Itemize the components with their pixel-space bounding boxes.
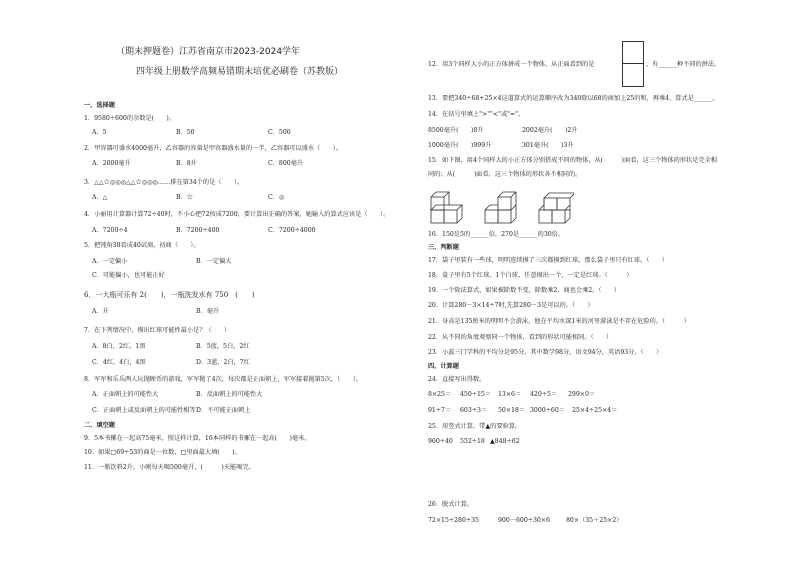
question-10: 10．如果□69÷53的商是一位数，□里面最大填( )。 xyxy=(84,449,241,456)
front-view-figure xyxy=(622,41,644,87)
q26-item-3: 80×（35＋25×2） xyxy=(566,517,623,524)
q6-option-b: B．毫升 xyxy=(196,308,220,315)
question-17: 17．袋子里装有一些球，明明连续摸了三次都摸到红球，那么袋子里只有红球。（ ） xyxy=(428,257,668,264)
q6-option-a: A．升 xyxy=(92,308,109,315)
q4-option-c: C．7200÷4000 xyxy=(268,227,316,234)
q26-item-2: 900－600÷30×6 xyxy=(498,517,550,524)
q3-option-b: B．☆ xyxy=(176,194,193,201)
q1-option-b: B．50 xyxy=(176,129,195,136)
question-12-tail: ，有______种不同的拼法。 xyxy=(646,61,721,68)
q26-item-1: 72×15÷280÷35 xyxy=(428,517,479,524)
q2-option-b: B．8升 xyxy=(176,160,197,167)
q24-r2-4: 3000÷60＝ xyxy=(530,407,565,414)
q24-r1-3: 13×6＝ xyxy=(498,391,522,398)
q3-option-c: C．◎ xyxy=(268,194,285,201)
question-16: 16．150是5的______倍，270是______的30倍。 xyxy=(428,231,565,238)
q2-option-a: A．2000毫升 xyxy=(92,160,131,167)
section-choice: 一、选择题 xyxy=(84,102,115,109)
q4-option-b: B．7200÷400 xyxy=(176,227,220,234)
q7-option-c: C．4红，4白，4黑 xyxy=(92,359,146,366)
q4-option-a: A．7200÷4 xyxy=(92,227,128,234)
cube-figure-1 xyxy=(430,186,464,226)
question-2: 2．甲容器可盛水4000毫升，乙容器的容量是甲容器盛水量的一半，乙容器可以盛水（ ）。 xyxy=(84,145,342,152)
question-22: 22．从不同的角度观察同一个物体，看到的形状可能相同。（ ） xyxy=(428,334,613,341)
q14-item-3: 1000毫升( )999升 xyxy=(428,142,492,149)
q24-r1-1: 8×25＝ xyxy=(428,391,452,398)
question-24: 24．直接写出得数。 xyxy=(428,376,486,383)
q8-option-c: C．正面朝上或反面朝上的可能性相等 xyxy=(92,407,196,414)
question-7: 7．在下列情况中，摸出红球可能性最小是？（ ） xyxy=(84,327,231,334)
question-1: 1．9580÷600的余数是( )。 xyxy=(84,115,176,122)
q25-item-1: 960÷40 xyxy=(428,438,453,445)
q3-option-a: A．△ xyxy=(92,194,108,201)
q8-option-a: A．正面朝上的可能性大 xyxy=(92,391,159,398)
question-15-cont: 同的；从( )面看，这三个物体的形状各不相同的。 xyxy=(428,171,582,178)
q25-item-3: ▲848÷62 xyxy=(490,438,520,445)
q5-option-c: C．可能偏小，也可能正好 xyxy=(92,272,165,279)
question-23: 23．小蕊三门学科的平均分是95分，其中数学98分，语文94分，英语93分。（ ） xyxy=(428,349,663,356)
question-21: 21．身高是135厘米的明明不会游泳，他在平均水深1米的河里游泳是不存在危险的。（ ） xyxy=(428,318,690,325)
q24-r1-5: 299×0＝ xyxy=(568,391,596,398)
question-6: 6．一大瓶可乐有 2( )，一瓶洗发水有 750 ( ) xyxy=(84,291,255,299)
cube-figure-2 xyxy=(484,186,524,226)
q14-item-2: 2002毫升( )2升 xyxy=(522,127,578,134)
question-8: 8．军军和乐乐两人玩抛硬币的游戏，军军抛了4次，每次都是正面朝上，军军接着抛第5次，（ ）。 xyxy=(84,376,362,383)
q8-option-b: B．反面朝上的可能性大 xyxy=(196,391,263,398)
q24-r1-4: 420÷5＝ xyxy=(530,391,558,398)
q24-r2-2: 603÷3＝ xyxy=(460,407,488,414)
question-26: 26．脱式计算。 xyxy=(428,501,473,508)
q7-option-d: D．3蓝，2白，7红 xyxy=(196,359,250,366)
q1-option-c: C．500 xyxy=(268,129,291,136)
section-fill: 二、填空题 xyxy=(84,422,115,429)
q7-option-b: B．5蓝，5白，2红 xyxy=(196,343,250,350)
q14-item-4: 301毫升( )3升 xyxy=(522,142,574,149)
cube-figure-3 xyxy=(538,190,574,226)
section-judge: 三、判断题 xyxy=(428,244,459,251)
q25-item-2: 552÷18 xyxy=(460,438,485,445)
q2-option-c: C．800毫升 xyxy=(268,160,304,167)
q7-option-a: A．8白，2红，1黑 xyxy=(92,343,146,350)
q8-option-d: D．不可能正面朝上 xyxy=(196,407,251,414)
question-5: 5．把钝角38看成40试商，初商（ ）。 xyxy=(84,242,200,249)
question-19: 19．一个除法算式，如果被除数不变，除数乘2，商也会乘2。（ ） xyxy=(428,287,621,294)
section-calc: 四、计算题 xyxy=(428,363,459,370)
question-13: 13．要把340÷68+25×4这道算式的运算顺序改为340除以68的商加上25的和，再乘4，算式是______。 xyxy=(428,95,719,102)
q24-r1-2: 450÷15＝ xyxy=(460,391,492,398)
question-4: 4．小丽用计算器计算72÷40时，不小心把72按成7200，要计算出正确的答案，她输入的算式应该是（ ）。 xyxy=(84,211,390,218)
title-line-2: 四年级上册数学高频易错期末培优必刷卷（苏教版） xyxy=(136,67,344,77)
title-line-1: （期末押题卷）江苏省南京市2023-2024学年 xyxy=(116,47,301,57)
q24-r2-3: 50×18＝ xyxy=(498,407,526,414)
question-25: 25．用竖式计算，带▲的要验算。 xyxy=(428,423,522,430)
q14-item-1: 8500毫升( )8升 xyxy=(428,127,484,134)
question-18: 18．盒子里有5个红球，1个白球，任意摸出一个，一定是红球。（ ） xyxy=(428,272,633,279)
question-14: 14．在括号里填上">""<"或"="。 xyxy=(428,111,525,118)
question-9: 9．5本书摞在一起高75毫米，照这样计算，16本同样的书摞在一起高( )毫米。 xyxy=(84,435,311,442)
q24-r2-5: 25×4÷25×4＝ xyxy=(572,407,618,414)
question-20: 20．计算280－3×14÷7时,先算280－3是可以的。（ ） xyxy=(428,302,594,309)
q5-option-a: A．一定偏小 xyxy=(92,258,128,265)
question-3: 3．△△☆◎◎◎△△☆◎◎◎……排在第34个的是（ ）。 xyxy=(84,179,244,186)
q1-option-a: A．5 xyxy=(92,129,107,136)
question-15: 15．如下图，用4个同样大的小正方体分别搭成不同的物体，从( )面看，这三个物体的形状是完全相 xyxy=(428,157,717,164)
question-11: 11．一瓶饮料2升，小刚每天喝500毫升，( )天能喝完。 xyxy=(84,464,255,471)
q5-option-b: B．一定偏大 xyxy=(196,258,232,265)
q24-r2-1: 91÷7＝ xyxy=(428,407,452,414)
question-12: 12．用3个同样大小的正方体拼成一个物体，从正面看到的是 xyxy=(428,61,595,68)
